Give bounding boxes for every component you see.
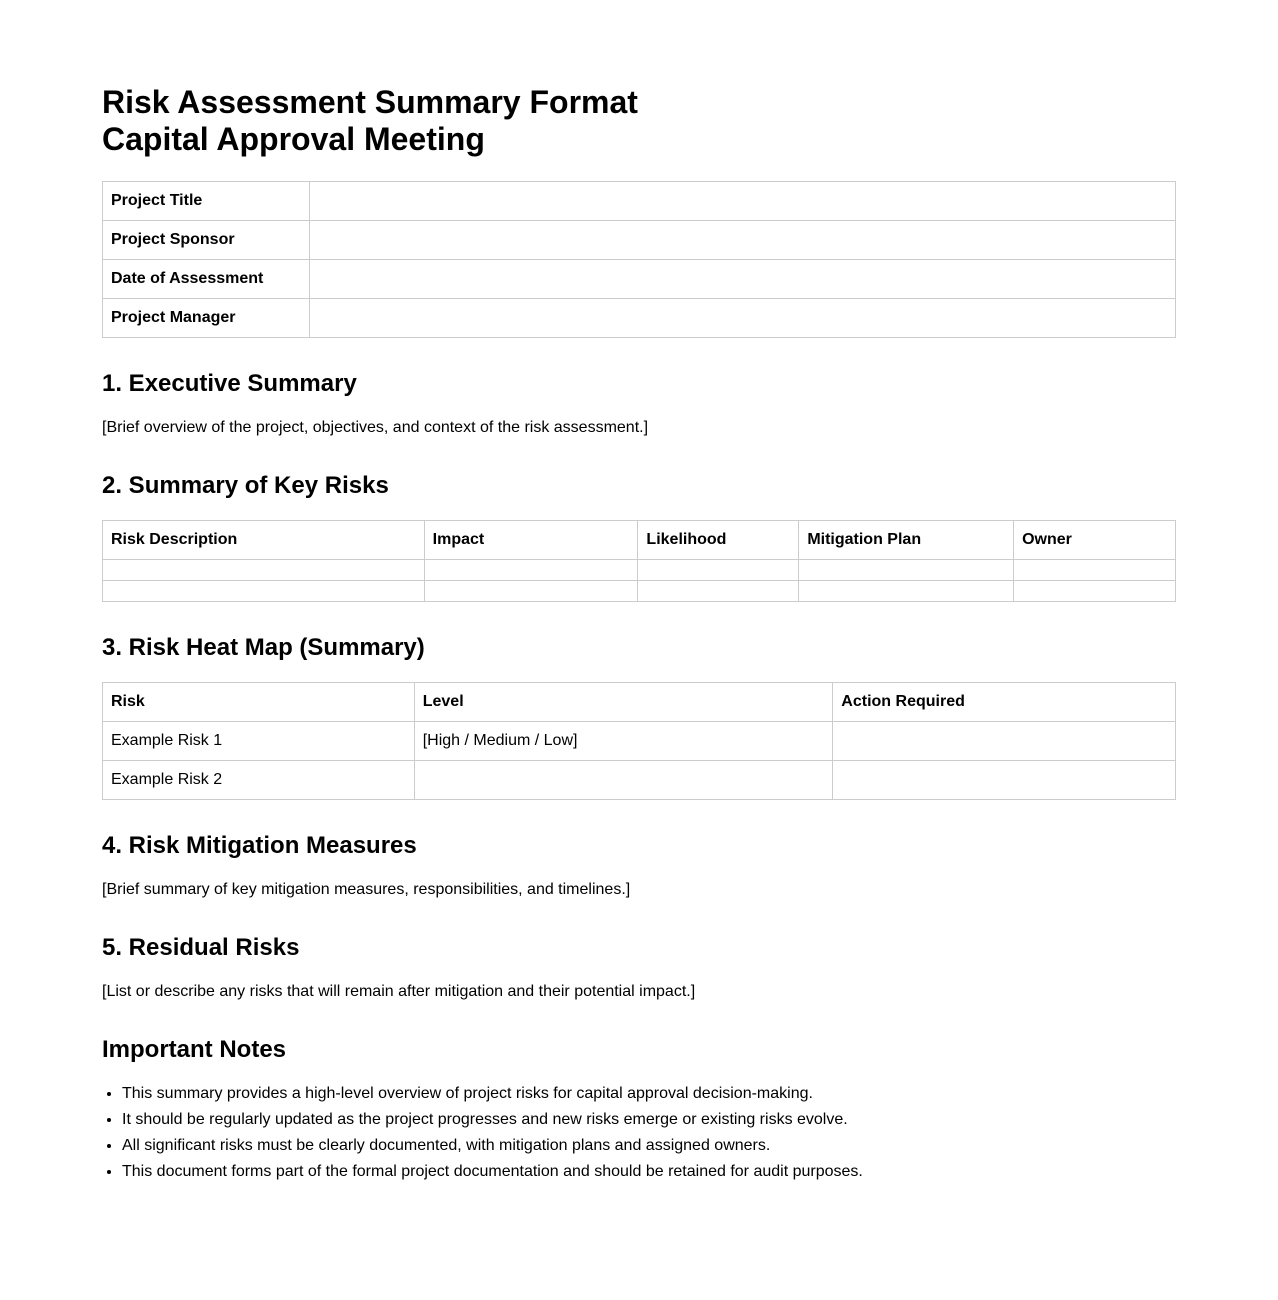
table-row [103, 581, 1176, 602]
table-header-row [103, 521, 1176, 560]
table-cell[interactable] [414, 761, 833, 800]
column-header-risk: Risk [103, 683, 415, 722]
key-risks-table [102, 520, 1176, 602]
date-of-assessment-label: Date of Assessment [103, 260, 310, 299]
project-title-label: Project Title [103, 182, 310, 221]
list-item: • This document forms part of the formal project documentation and should be retained for audit purposes. [122, 1159, 1176, 1185]
table-cell[interactable] [424, 560, 638, 581]
project-sponsor-value[interactable] [310, 221, 1176, 260]
column-header-owner: Owner [1014, 521, 1176, 560]
table-cell[interactable] [638, 560, 799, 581]
table-header-row [103, 683, 1176, 722]
table-cell[interactable] [1014, 560, 1176, 581]
heat-map-heading: 3. Risk Heat Map (Summary) [102, 634, 425, 661]
key-risks-heading: 2. Summary of Key Risks [102, 472, 389, 499]
table-cell[interactable] [103, 581, 425, 602]
column-header-action-required: Action Required [833, 683, 1176, 722]
column-header-likelihood: Likelihood [638, 521, 799, 560]
table-row [103, 182, 1176, 221]
project-title-value[interactable] [310, 182, 1176, 221]
table-cell[interactable] [799, 581, 1014, 602]
title-line-1: Risk Assessment Summary Format [102, 84, 638, 120]
document-page [102, 84, 1176, 1185]
mitigation-text: [Brief summary of key mitigation measures, responsibilities, and timelines.] [102, 881, 631, 898]
table-cell[interactable] [638, 581, 799, 602]
table-cell[interactable] [799, 560, 1014, 581]
column-header-level: Level [414, 683, 833, 722]
residual-risks-heading: 5. Residual Risks [102, 934, 300, 961]
table-cell[interactable] [103, 560, 425, 581]
project-sponsor-label: Project Sponsor [103, 221, 310, 260]
list-item: • All significant risks must be clearly documented, with mitigation plans and assigned owners. [122, 1133, 1176, 1159]
table-cell[interactable] [833, 722, 1176, 761]
table-row [103, 260, 1176, 299]
table-row [103, 761, 1176, 800]
list-item: • This summary provides a high-level overview of project risks for capital approval decision-making. [122, 1081, 1176, 1107]
mitigation-heading: 4. Risk Mitigation Measures [102, 832, 417, 859]
executive-summary-heading: 1. Executive Summary [102, 370, 357, 397]
important-notes-heading: Important Notes [102, 1036, 287, 1063]
residual-risks-text: [List or describe any risks that will remain after mitigation and their potential impact.] [102, 983, 696, 1000]
title-line-2: Capital Approval Meeting [102, 121, 485, 157]
table-cell[interactable] [424, 581, 638, 602]
document-title [102, 84, 1176, 158]
table-row [103, 221, 1176, 260]
table-cell: Example Risk 1 [103, 722, 415, 761]
column-header-mitigation-plan: Mitigation Plan [799, 521, 1014, 560]
table-cell[interactable] [833, 761, 1176, 800]
table-row [103, 722, 1176, 761]
date-of-assessment-value[interactable] [310, 260, 1176, 299]
table-cell: Example Risk 2 [103, 761, 415, 800]
executive-summary-text: [Brief overview of the project, objectives, and context of the risk assessment.] [102, 419, 649, 436]
list-item: • It should be regularly updated as the project progresses and new risks emerge or existing risks evolve. [122, 1107, 1176, 1133]
table-cell[interactable] [1014, 581, 1176, 602]
column-header-impact: Impact [424, 521, 638, 560]
table-row [103, 560, 1176, 581]
table-cell[interactable]: [High / Medium / Low] [414, 722, 833, 761]
column-header-risk-description: Risk Description [103, 521, 425, 560]
table-row [103, 299, 1176, 338]
important-notes-list [102, 1081, 1176, 1185]
heat-map-table [102, 682, 1176, 800]
project-manager-value[interactable] [310, 299, 1176, 338]
project-manager-label: Project Manager [103, 299, 310, 338]
project-info-table [102, 181, 1176, 338]
